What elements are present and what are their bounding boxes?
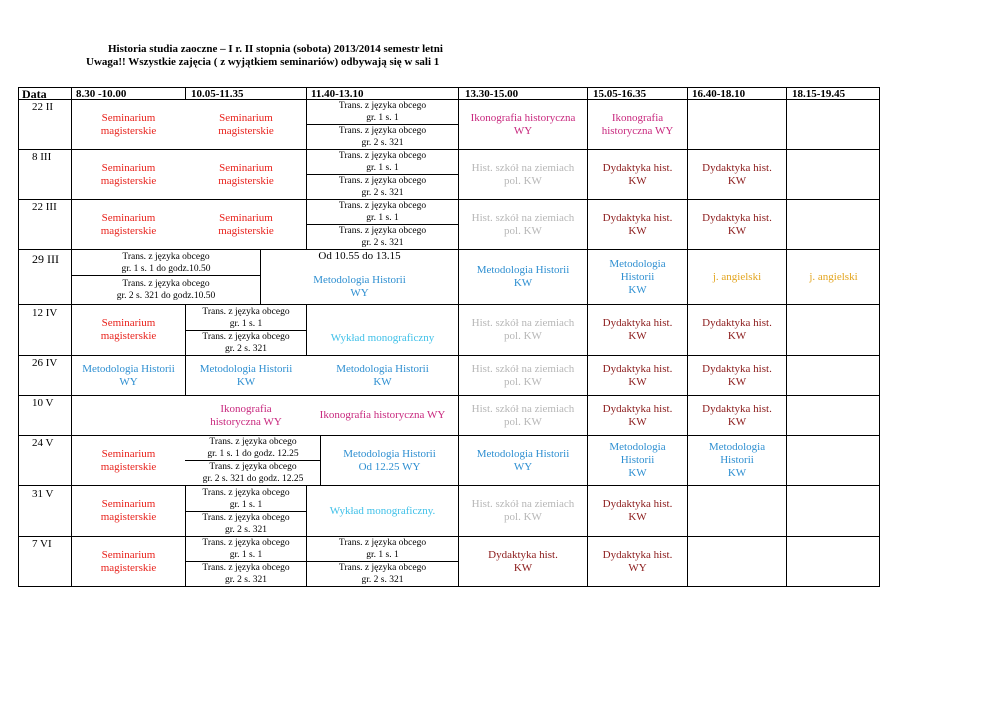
class-cell: Dydaktyka hist. KW: [602, 362, 673, 388]
class-cell: Wykład monograficzny: [330, 331, 435, 344]
grid-line: [306, 87, 307, 99]
class-cell: Trans. z języka obcego gr. 1 s. 1: [202, 487, 290, 510]
class-cell: Trans. z języka obcego gr. 2 s. 321: [202, 513, 290, 535]
class-cell: Trans. z języka obcego gr. 1 s. 1: [202, 306, 290, 329]
class-cell: Seminarium magisterskie: [100, 548, 157, 574]
class-cell: Hist. szkół na ziemiach pol. KW: [471, 211, 575, 237]
class-cell: Ikonografia historyczna WY: [319, 409, 446, 421]
class-cell: j. angielski: [809, 270, 858, 283]
class-cell: Dydaktyka hist. KW: [702, 161, 772, 187]
class-cell: Seminarium magisterskie: [218, 211, 274, 237]
class-cell: Hist. szkół na ziemiach pol. KW: [471, 498, 575, 523]
class-cell: Metodologia Historii KW: [199, 362, 293, 388]
class-cell: Hist. szkół na ziemiach pol. KW: [471, 402, 575, 428]
class-cell: Hist. szkół na ziemiach pol. KW: [471, 161, 575, 187]
date-cell: 22 III: [32, 201, 57, 213]
date-cell: 12 IV: [32, 307, 58, 319]
class-cell: Dydaktyka hist. KW: [602, 211, 673, 237]
class-cell: Seminarium magisterskie: [100, 447, 157, 473]
class-cell: Dydaktyka hist. KW: [602, 317, 673, 342]
class-cell: Ikonografia historyczna WY: [470, 111, 576, 137]
class-cell: Seminarium magisterskie: [100, 317, 157, 342]
class-cell: Metodologia Historii Od 12.25 WY: [343, 447, 436, 473]
class-cell: Seminarium magisterskie: [100, 161, 157, 187]
grid-line: [185, 87, 186, 99]
class-cell: Metodologia Historii WY: [476, 447, 570, 473]
class-cell: Trans. z języka obcego gr. 1 s. 1: [338, 151, 427, 173]
class-cell: Metodologia Historii KW: [336, 362, 429, 388]
class-cell: Metodologia Historii KW: [708, 441, 766, 479]
class-cell: Trans. z języka obcego gr. 2 s. 321 do godz.10.50: [116, 279, 216, 301]
date-cell: 8 III: [32, 151, 52, 163]
class-cell: Trans. z języka obcego gr. 2 s. 321 do godz. 12.25: [202, 462, 304, 484]
header-date: Data: [22, 87, 47, 101]
class-cell: Trans. z języka obcego gr. 1 s. 1: [338, 101, 427, 123]
class-cell: Trans. z języka obcego gr. 1 s. 1 do godz.10.50: [121, 251, 211, 274]
class-cell: Trans. z języka obcego gr. 2 s. 321: [338, 176, 427, 198]
class-cell: Dydaktyka hist. KW: [702, 362, 772, 388]
class-cell: Hist. szkół na ziemiach pol. KW: [471, 317, 575, 342]
class-cell: Trans. z języka obcego gr. 2 s. 321: [202, 332, 290, 354]
date-cell: 7 VI: [32, 538, 52, 550]
class-cell: Dydaktyka hist. KW: [702, 317, 772, 342]
class-cell: Dydaktyka hist. KW: [602, 402, 673, 428]
class-cell: Trans. z języka obcego gr. 2 s. 321: [338, 126, 427, 148]
class-cell: Dydaktyka hist. KW: [702, 211, 772, 237]
class-note: Od 10.55 do 13.15: [318, 250, 401, 262]
class-cell: Seminarium magisterskie: [100, 211, 157, 237]
class-cell: Seminarium magisterskie: [100, 498, 157, 523]
date-cell: 22 II: [32, 101, 54, 113]
class-cell: Trans. z języka obcego gr. 2 s. 321: [338, 226, 427, 248]
class-cell: Dydaktyka hist. KW: [602, 161, 673, 187]
class-cell: Trans. z języka obcego gr. 1 s. 1: [338, 538, 427, 560]
class-cell: Hist. szkół na ziemiach pol. KW: [471, 362, 575, 388]
class-cell: Dydaktyka hist. KW: [702, 402, 772, 428]
class-cell: Trans. z języka obcego gr. 1 s. 1: [338, 201, 427, 223]
header-time-2: 10.05-11.35: [191, 88, 244, 100]
header-time-3: 11.40-13.10: [311, 88, 364, 100]
header-time-1: 8.30 -10.00: [76, 88, 127, 100]
class-cell: Seminarium magisterskie: [100, 111, 157, 137]
class-cell: Ikonografia historyczna WY: [601, 111, 674, 137]
class-cell: Dydaktyka hist. WY: [602, 548, 673, 574]
class-cell: Seminarium magisterskie: [218, 161, 274, 187]
class-cell: Dydaktyka hist. KW: [602, 498, 673, 523]
date-cell: 10 V: [32, 397, 54, 409]
class-cell: Ikonografia historyczna WY: [210, 402, 282, 428]
header-time-6: 16.40-18.10: [692, 88, 746, 100]
grid-line: [786, 87, 787, 587]
class-cell: Metodologia Historii KW: [609, 441, 666, 479]
header-time-5: 15.05-16.35: [593, 88, 647, 100]
class-cell: Dydaktyka hist. KW: [488, 548, 558, 574]
date-cell: 24 V: [32, 437, 54, 449]
class-cell: Metodologia Historii KW: [476, 264, 570, 289]
class-cell: Wykład monograficzny.: [329, 504, 436, 517]
class-cell: j. angielski: [712, 270, 762, 283]
schedule-title: Historia studia zaoczne – I r. II stopnia (sobota) 2013/2014 semestr letni: [108, 43, 443, 55]
class-cell: Metodologia Historii KW: [609, 257, 666, 296]
class-cell: Metodologia Historii WY: [82, 362, 175, 388]
date-cell: 31 V: [32, 488, 54, 500]
class-cell: Trans. z języka obcego gr. 2 s. 321: [338, 563, 427, 585]
class-cell: Seminarium magisterskie: [218, 111, 274, 137]
schedule-note: Uwaga!! Wszystkie zajęcia ( z wyjątkiem seminariów) odbywają się w sali 1: [86, 56, 440, 68]
date-cell: 29 III: [32, 252, 59, 266]
header-time-4: 13.30-15.00: [465, 88, 519, 100]
class-cell: Trans. z języka obcego gr. 1 s. 1 do godz. 12.25: [207, 437, 299, 459]
class-cell: Trans. z języka obcego gr. 2 s. 321: [202, 563, 290, 585]
date-cell: 26 IV: [32, 357, 58, 369]
class-cell: Trans. z języka obcego gr. 1 s. 1: [202, 538, 290, 560]
header-time-7: 18.15-19.45: [792, 88, 846, 100]
class-cell: Metodologia Historii WY: [313, 274, 406, 299]
